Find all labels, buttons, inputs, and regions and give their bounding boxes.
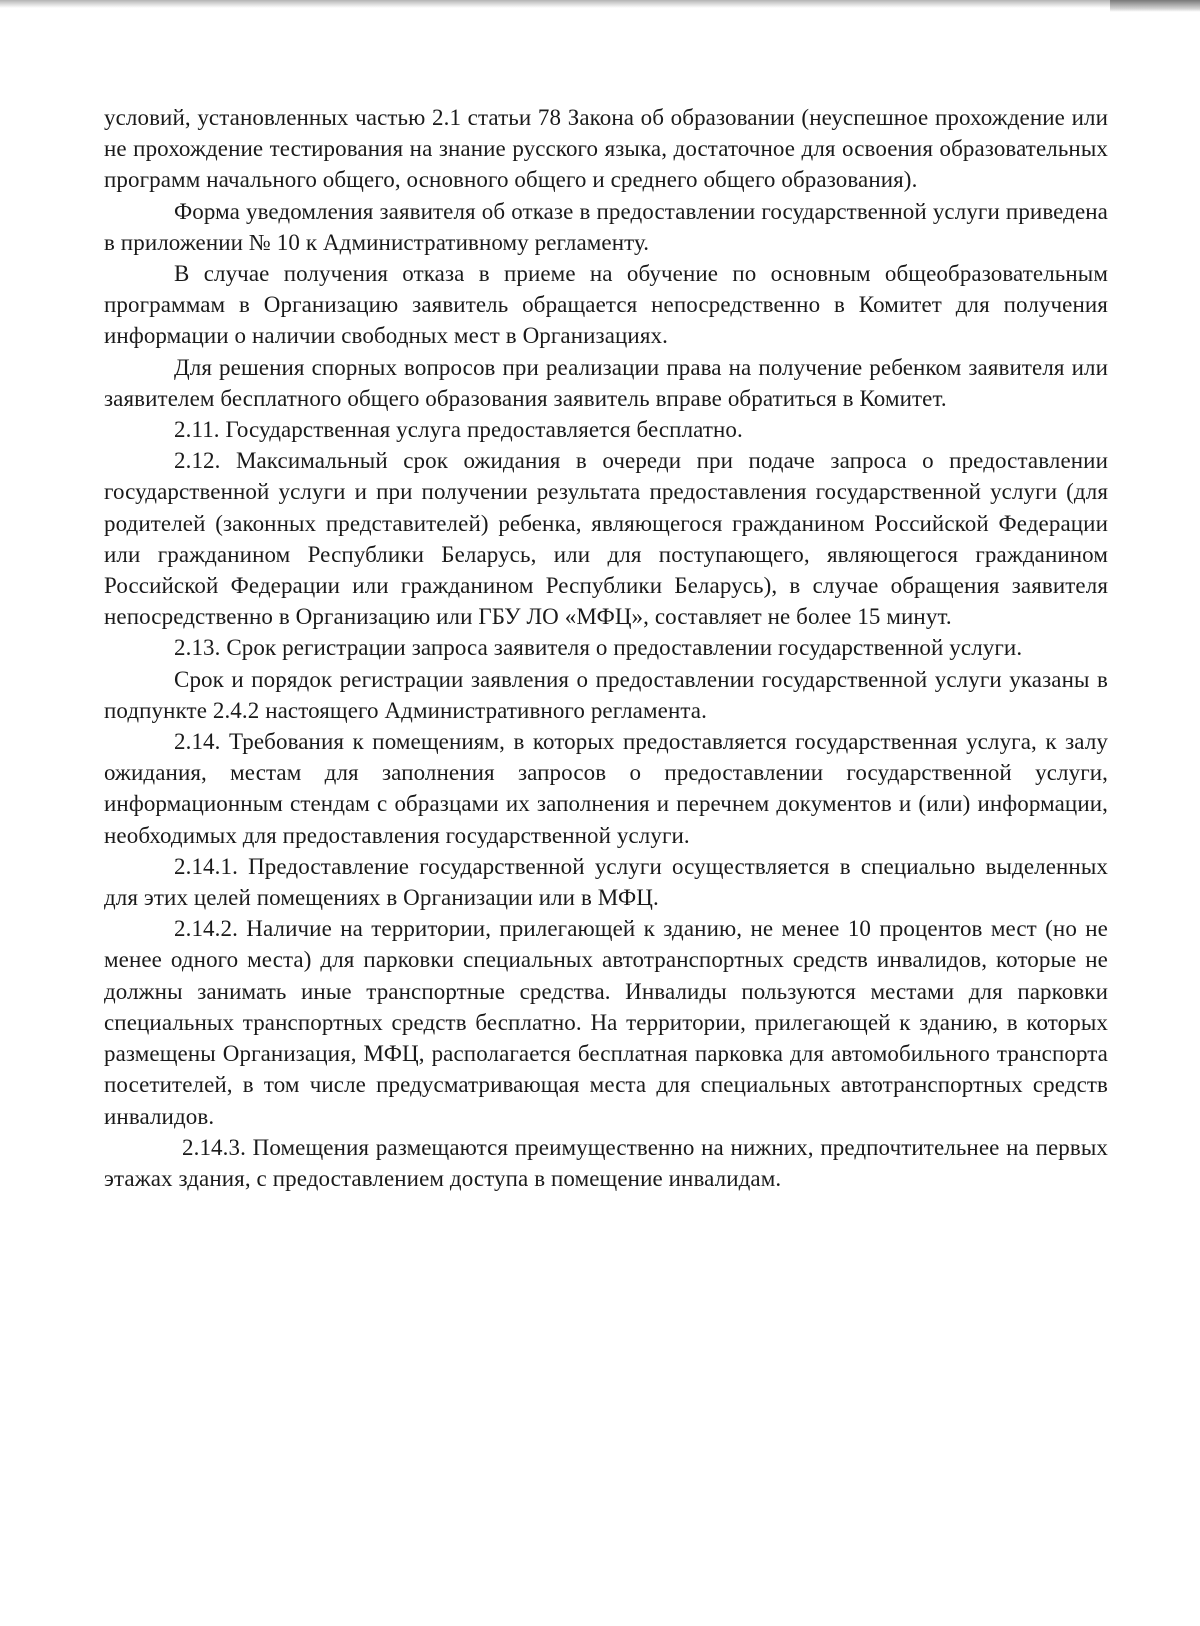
scan-top-edge-shadow	[0, 0, 1200, 8]
paragraph-disputes: Для решения спорных вопросов при реализации права на получение ребенком заявителя или заявителем бесплатного общего образования заявитель вправе обратиться в Комитет.	[104, 354, 1108, 411]
paragraph-2-14-3: 2.14.3. Помещения размещаются преимущественно на нижних, предпочтительнее на первых этажах здания, с предоставлением доступа в помещение инвалидам.	[104, 1134, 1108, 1191]
paragraph-continuation: условий, установленных частью 2.1 статьи 78 Закона об образовании (неуспешное прохождение или не прохождение тестирования на знание русского языка, достаточное для освоения образовательных программ начального общего, основного общего и среднего общего образования).	[104, 105, 1108, 193]
scan-corner-shadow	[1110, 0, 1200, 12]
paragraph-2-14-2: 2.14.2. Наличие на территории, прилегающей к зданию, не менее 10 процентов мест (но не менее одного места) для парковки специальных автотранспортных средств инвалидов, которые не должны занимать иные транспортные средства. Инвалиды пользуются местами для парковки специальных транспортных средств бесплатно. На территории, прилегающей к зданию, в которых размещены Организация, МФЦ, располагается бесплатная парковка для автомобильного транспорта посетителей, в том числе предусматривающая места для специальных автотранспортных средств инвалидов.	[104, 916, 1108, 1129]
paragraph-refusal-case: В случае получения отказа в приеме на обучение по основным общеобразовательным программам в Организацию заявитель обращается непосредственно в Комитет для получения информации о наличии свободных мест в Организациях.	[104, 261, 1108, 349]
paragraph-2-13: 2.13. Срок регистрации запроса заявителя о предоставлении государственной услуги.	[174, 635, 1023, 661]
paragraph-2-12: 2.12. Максимальный срок ожидания в очереди при подаче запроса о предоставлении государственной услуги и при получении результата предоставления государственной услуги (для родителей (законных представителей) ребенка, являющегося гражданином Российской Федерации или гражданином Республики Беларусь, или для поступающего, являющегося гражданином Российской Федерации или гражданином Республики Беларусь), в случае обращения заявителя непосредственно в Организацию или ГБУ ЛО «МФЦ», составляет не более 15 минут.	[104, 448, 1108, 630]
paragraph-2-11: 2.11. Государственная услуга предоставляется бесплатно.	[174, 417, 743, 443]
paragraph-registration-term: Срок и порядок регистрации заявления о предоставлении государственной услуги указаны в подпункте 2.4.2 настоящего Административного регламента.	[104, 666, 1108, 723]
paragraph-2-14: 2.14. Требования к помещениям, в которых предоставляется государственная услуга, к залу ожидания, местам для заполнения запросов о предоставлении государственной услуги, информационным стендам с образцами их заполнения и перечнем документов и (или) информации, необходимых для предоставления государственной услуги.	[104, 729, 1108, 848]
document-body	[104, 102, 1108, 1194]
paragraph-refusal-form: Форма уведомления заявителя об отказе в предоставлении государственной услуги приведена в приложении № 10 к Административному регламенту.	[104, 198, 1108, 255]
paragraph-2-14-1: 2.14.1. Предоставление государственной услуги осуществляется в специально выделенных для этих целей помещениях в Организации или в МФЦ.	[104, 853, 1108, 911]
